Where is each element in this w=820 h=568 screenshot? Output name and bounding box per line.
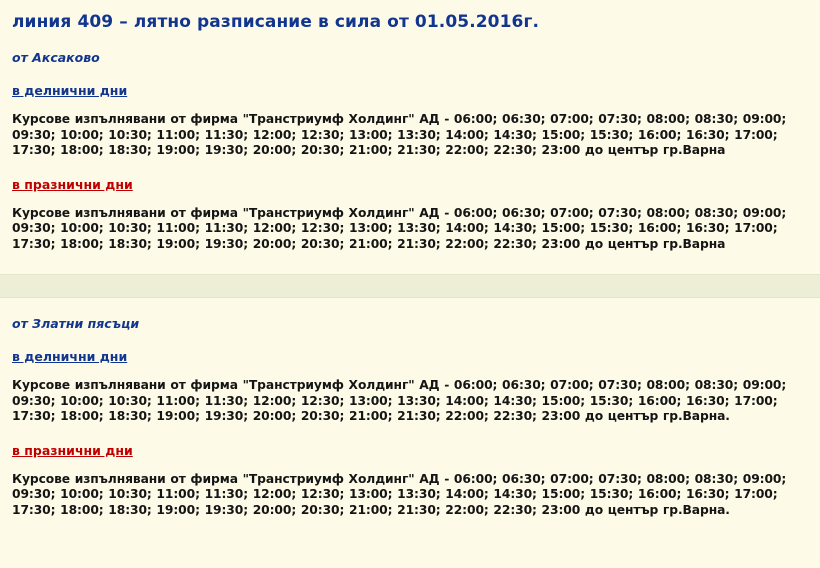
sub-heading-holiday-zlatni[interactable]: в празнични дни xyxy=(12,442,133,458)
section-heading-aksakovo: от Аксаково xyxy=(12,50,100,65)
page-title: линия 409 – лятно разписание в сила от 01.05.2016г. xyxy=(12,12,540,32)
section-divider xyxy=(0,274,820,298)
section-heading-zlatni-pyasaci: от Златни пясъци xyxy=(12,316,140,331)
sub-heading-weekday-aksakovo[interactable]: в делнични дни xyxy=(12,83,128,98)
sub-heading-weekday-zlatni[interactable]: в делнични дни xyxy=(12,349,128,364)
section-zlatni-pyasaci xyxy=(0,316,820,518)
section-aksakovo xyxy=(0,50,820,252)
schedule-text-holiday-aksakovo: Курсове изпълнявани от фирма "Транстриумф Холдинг" АД - 06:00; 06:30; 07:00; 07:30; 08:00; 08:30; 09:00; 09:30; 10:00; 10:30; 11:00; 11:30; 12:00; 12:30; 13:00; 13:30; 14:00; 14:30; 15:00; 15:30; 16:00; 16:30; 17:00; 17:30; 18:00; 18:30; 19:00; 19:30; 20:00; 20:30; 21:00; 21:30; 22:00; 22:30; 23:00 до център гр.Варна xyxy=(12,205,787,251)
schedule-text-weekday-zlatni: Курсове изпълнявани от фирма "Транстриумф Холдинг" АД - 06:00; 06:30; 07:00; 07:30; 08:00; 08:30; 09:00; 09:30; 10:00; 10:30; 11:00; 11:30; 12:00; 12:30; 13:00; 13:30; 14:00; 14:30; 15:00; 15:30; 16:00; 16:30; 17:00; 17:30; 18:00; 18:30; 19:00; 19:30; 20:00; 20:30; 21:00; 21:30; 22:00; 22:30; 23:00 до център гр.Варна. xyxy=(12,378,787,423)
sub-heading-holiday-aksakovo[interactable]: в празнични дни xyxy=(12,176,133,192)
schedule-text-holiday-zlatni: Курсове изпълнявани от фирма "Транстриумф Холдинг" АД - 06:00; 06:30; 07:00; 07:30; 08:00; 08:30; 09:00; 09:30; 10:00; 10:30; 11:00; 11:30; 12:00; 12:30; 13:00; 13:30; 14:00; 14:30; 15:00; 15:30; 16:00; 16:30; 17:00; 17:30; 18:00; 18:30; 19:00; 19:30; 20:00; 20:30; 21:00; 21:30; 22:00; 22:30; 23:00 до център гр.Варна. xyxy=(12,471,787,517)
schedule-text-weekday-aksakovo: Курсове изпълнявани от фирма "Транстриумф Холдинг" АД - 06:00; 06:30; 07:00; 07:30; 08:00; 08:30; 09:00; 09:30; 10:00; 10:30; 11:00; 11:30; 12:00; 12:30; 13:00; 13:30; 14:00; 14:30; 15:00; 15:30; 16:00; 16:30; 17:00; 17:30; 18:00; 18:30; 19:00; 19:30; 20:00; 20:30; 21:00; 21:30; 22:00; 22:30; 23:00 до център гр.Варна xyxy=(12,112,787,157)
